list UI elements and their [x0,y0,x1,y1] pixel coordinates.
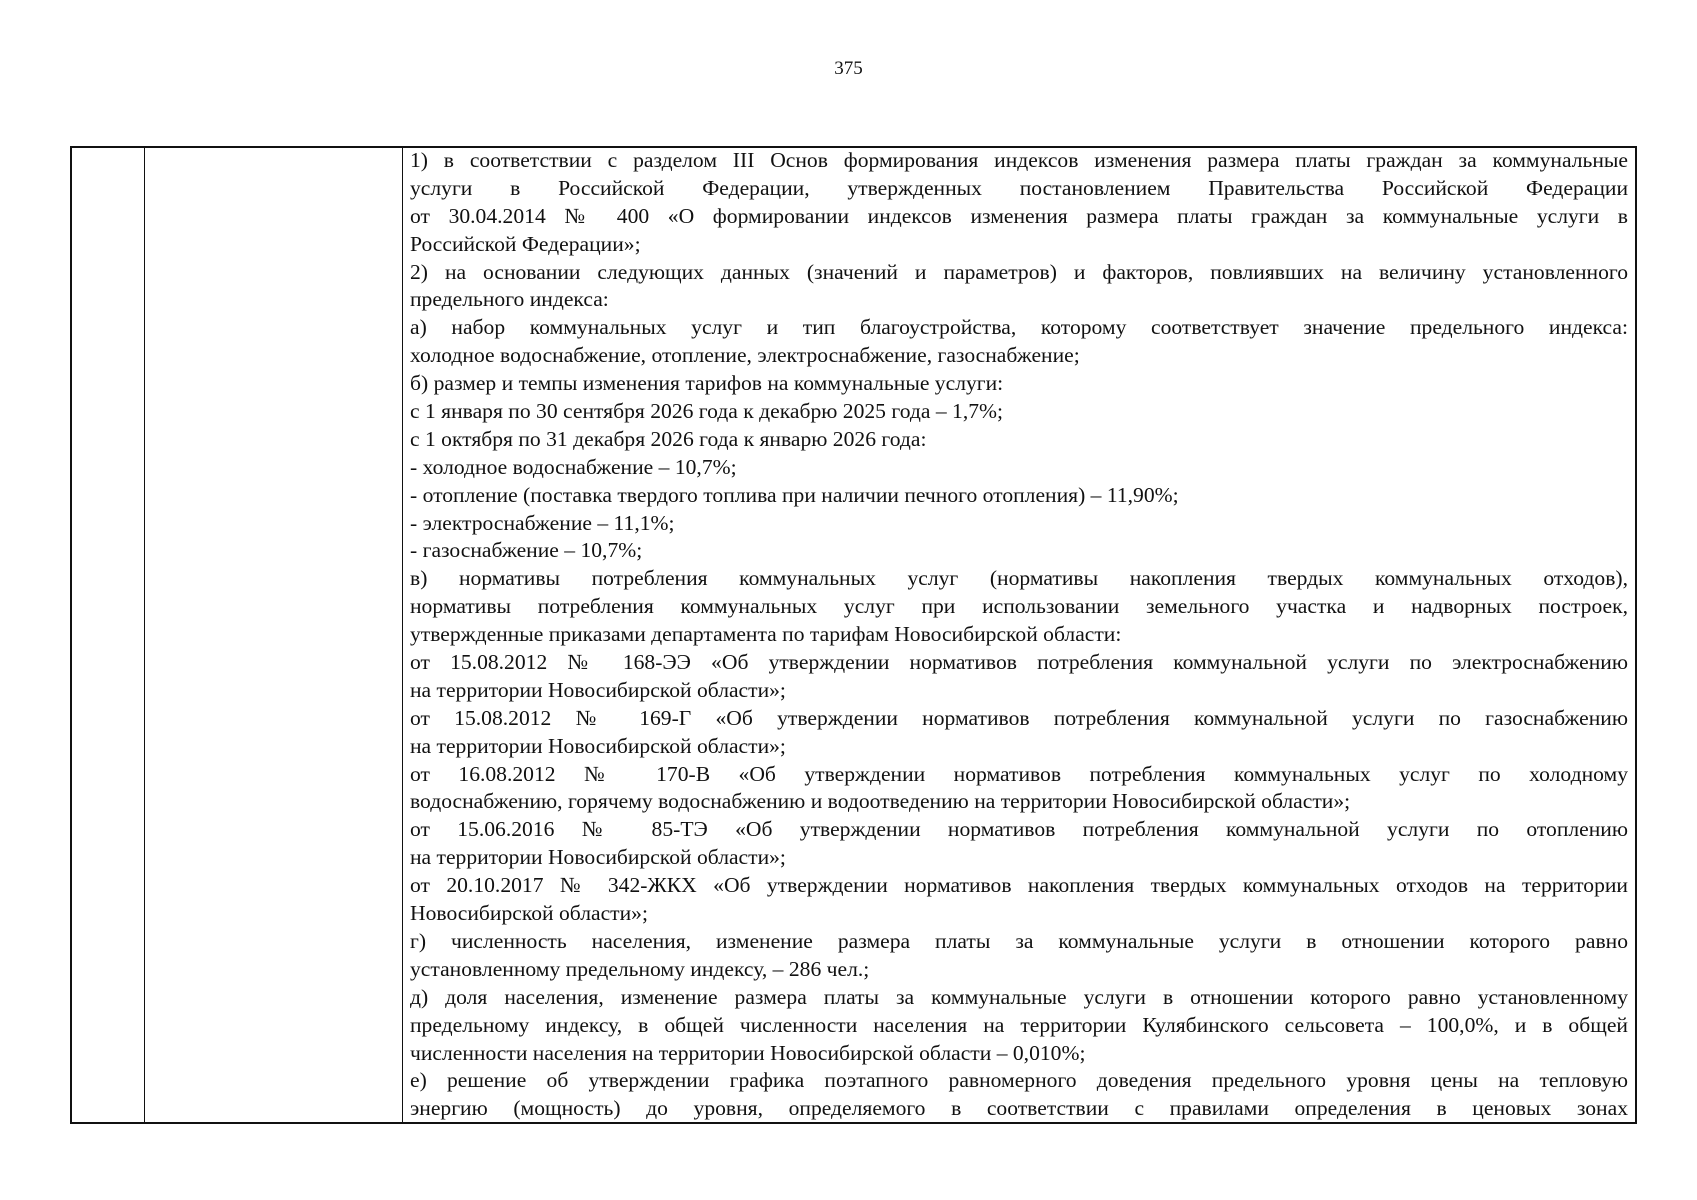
text-line: 2) на основании следующих данных (значений и параметров) и факторов, повлиявших на величину установленного [410,259,1628,284]
text-line: водоснабжению, горячему водоснабжению и водоотведению на территории Новосибирской области»; [410,789,1351,814]
text-line: на территории Новосибирской области»; [410,845,786,870]
text-line: - газоснабжение – 10,7%; [410,538,643,563]
text-line: предельному индексу, в общей численности населения на территории Кулябинского сельсовета – 100,0%, и в общей [410,1012,1628,1037]
text-line: от 15.08.2012 № 168-ЭЭ «Об утверждении нормативов потребления коммунальной услуги по электроснабжению [410,650,1628,675]
text-line: от 16.08.2012 № 170-В «Об утверждении нормативов потребления коммунальных услуг по холодному [410,761,1628,786]
text-line: г) численность населения, изменение размера платы за коммунальные услуги в отношении которого равно [410,928,1628,953]
text-line: Российской Федерации»; [410,231,641,256]
text-line: от 20.10.2017 № 342-ЖКХ «Об утверждении нормативов накопления твердых коммунальных отходов на территории [410,873,1628,898]
text-line: а) набор коммунальных услуг и тип благоустройства, которому соответствует значение предельного индекса: [410,315,1628,340]
text-line: утвержденные приказами департамента по тарифам Новосибирской области: [410,622,1122,647]
text-line: на территории Новосибирской области»; [410,733,786,758]
text-line: холодное водоснабжение, отопление, электроснабжение, газоснабжение; [410,343,1080,368]
text-line: б) размер и темпы изменения тарифов на коммунальные услуги: [410,371,1004,396]
text-line: в) нормативы потребления коммунальных услуг (нормативы накопления твердых коммунальных отходов), [410,566,1628,591]
text-line: 1) в соответствии с разделом III Основ формирования индексов изменения размера платы граждан за коммунальные [410,148,1628,172]
text-line: численности населения на территории Новосибирской области – 0,010%; [410,1040,1086,1065]
text-line: с 1 октября по 31 декабря 2026 года к январю 2026 года: [410,426,927,451]
table-cell-text [403,148,1635,1122]
text-line: - холодное водоснабжение – 10,7%; [410,454,737,479]
text-line: предельного индекса: [410,287,609,312]
text-line: от 30.04.2014 № 400 «О формировании индексов изменения размера платы граждан за коммунальные услуги в [410,203,1628,228]
text-line: от 15.06.2016 № 85-ТЭ «Об утверждении нормативов потребления коммунальной услуги по отоплению [410,817,1628,842]
table-column-name [145,148,403,1122]
text-line: услуги в Российской Федерации, утвержденных постановлением Правительства Российской Федерации [410,175,1628,200]
text-line: установленному предельному индексу, – 286 чел.; [410,956,870,981]
text-line: е) решение об утверждении графика поэтапного равномерного доведения предельного уровня цены на тепловую [410,1068,1628,1093]
table-column-number [72,148,145,1122]
text-line: энергию (мощность) до уровня, определяемого в соответствии с правилами определения в ценовых зонах [410,1096,1628,1121]
text-line: на территории Новосибирской области»; [410,677,786,702]
text-line: нормативы потребления коммунальных услуг при использовании земельного участка и надворных построек, [410,594,1628,619]
text-line: Новосибирской области»; [410,901,648,926]
text-line: - отопление (поставка твердого топлива при наличии печного отопления) – 11,90%; [410,482,1179,507]
text-line: с 1 января по 30 сентября 2026 года к декабрю 2025 года – 1,7%; [410,399,1004,424]
text-line: - электроснабжение – 11,1%; [410,510,675,535]
text-line: д) доля населения, изменение размера платы за коммунальные услуги в отношении которого равно установленному [410,984,1628,1009]
document-table [70,146,1637,1124]
page-number: 375 [834,58,863,79]
text-line: от 15.08.2012 № 169-Г «Об утверждении нормативов потребления коммунальной услуги по газоснабжению [410,705,1628,730]
